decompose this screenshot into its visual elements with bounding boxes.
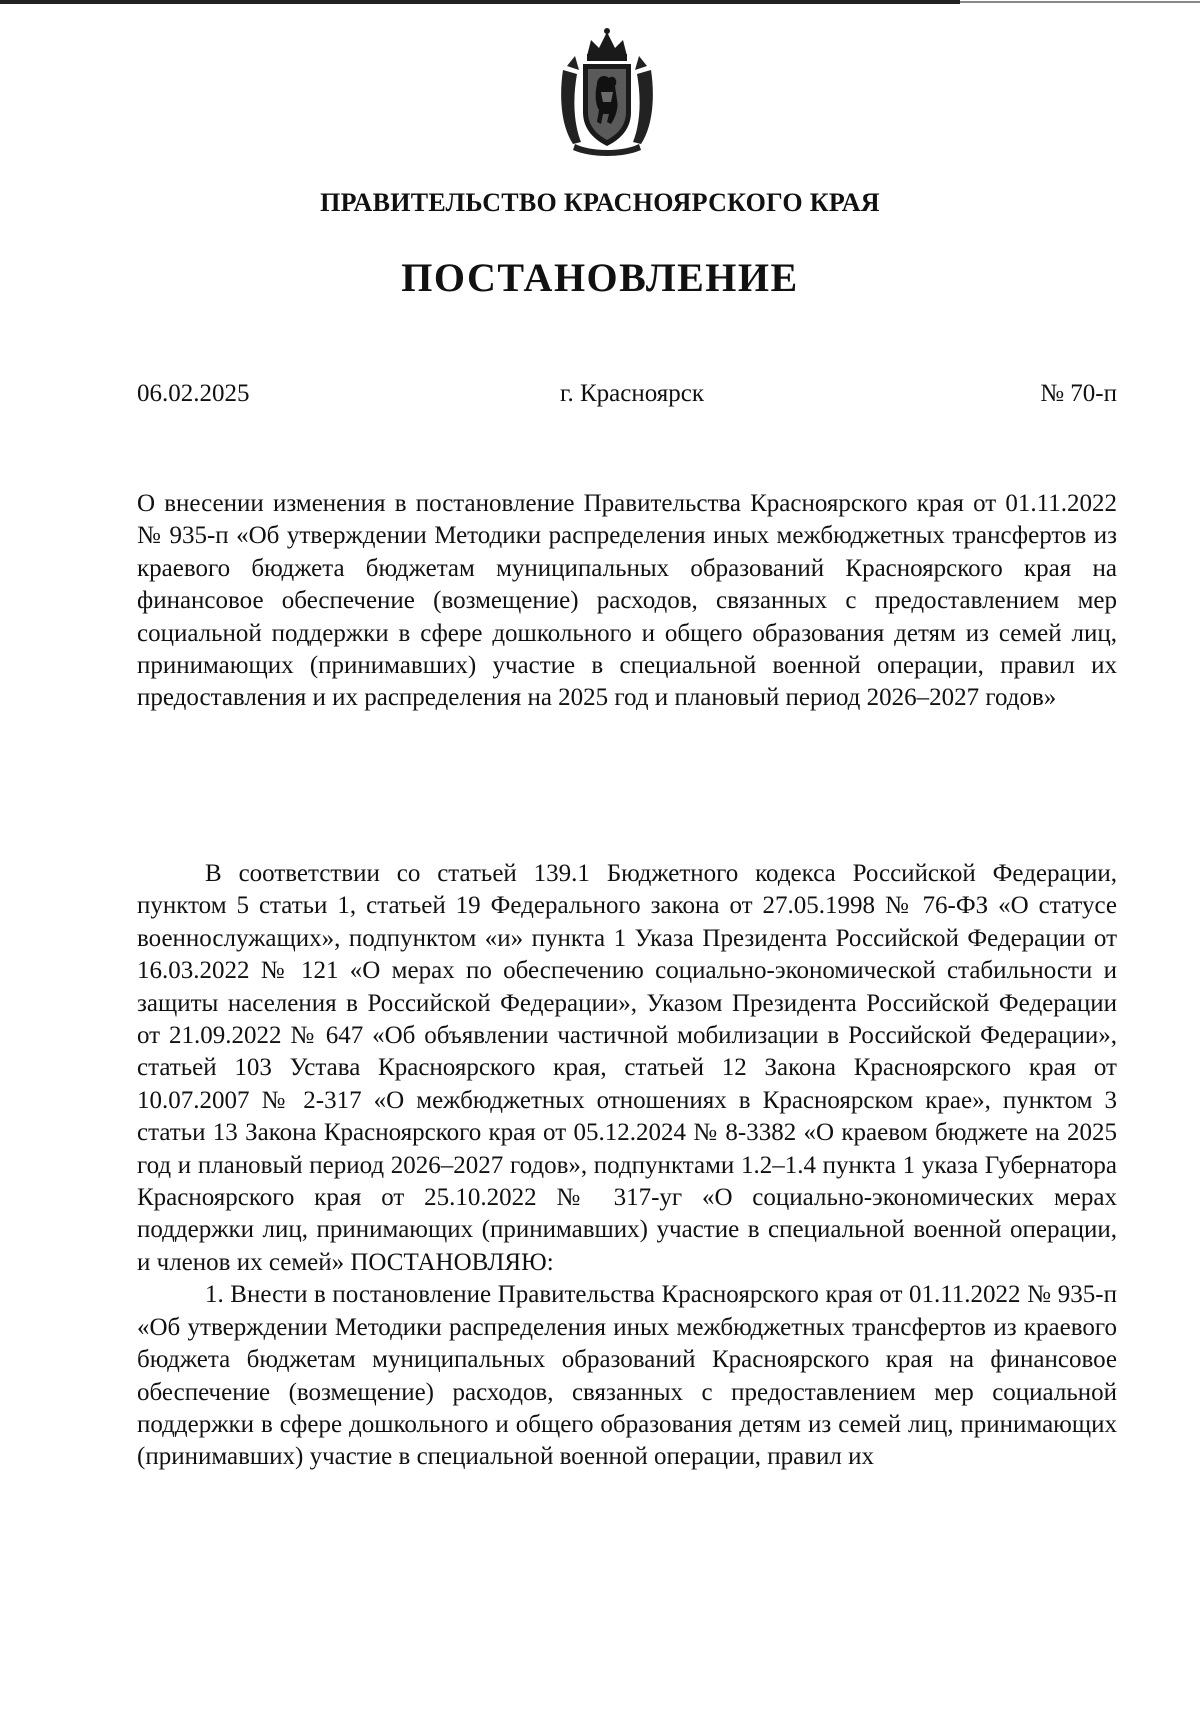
document-number: № 70-п <box>1040 380 1117 407</box>
document-type-title: ПОСТАНОВЛЕНИЕ <box>401 255 799 300</box>
document-subject: О внесении изменения в постановление Правительства Красноярского края от 01.11.2022 № 935-п «Об утверждении Методики распределения иных межбюджетных трансфертов из краевого бюджета бюджетам муниципальных образований Красноярского края на финансовое обеспечение (возмещение) расходов, связанных с предоставлением мер социальной поддержки в сфере дошкольного и общего образования детям из семей лиц, принимающих (принимавших) участие в специальной военной операции, правил их предоставления и их распределения на 2025 год и плановый период 2026–2027 годов» <box>137 490 1117 712</box>
government-name-heading: ПРАВИТЕЛЬСТВО КРАСНОЯРСКОГО КРАЯ <box>320 188 880 217</box>
document-body <box>137 858 1117 1474</box>
body-preamble-paragraph: В соответствии со статьей 139.1 Бюджетного кодекса Российской Федерации, пунктом 5 статьи 1, статьей 19 Федерального закона от 27.05.1998 № 76-ФЗ «О статусе военнослужащих», подпунктом «и» пункта 1 Указа Президента Российской Федерации от 16.03.2022 № 121 «О мерах по обеспечению социально-экономической стабильности и защиты населения в Российской Федерации», Указом Президента Российской Федерации от 21.09.2022 № 647 «Об объявлении частичной мобилизации в Российской Федерации», статьей 103 Устава Красноярского края, статьей 12 Закона Красноярского края от 10.07.2007 № 2-317 «О межбюджетных отношениях в Красноярском крае», пунктом 3 статьи 13 Закона Красноярского края от 05.12.2024 № 8-3382 «О краевом бюджете на 2025 год и плановый период 2026–2027 годов», подпунктами 1.2–1.4 пункта 1 указа Губернатора Красноярского края от 25.10.2022 № 317-уг «О социально-экономических мерах поддержки лиц, принимающих (принимавших) участие в специальной военной операции, и членов их семей» ПОСТАНОВЛЯЮ: <box>137 860 1117 1276</box>
top-scan-edge-faint <box>960 1 1200 3</box>
top-scan-edge <box>0 0 960 4</box>
document-city: г. Красноярск <box>560 380 704 407</box>
document-date: 06.02.2025 <box>137 380 250 407</box>
body-item-1-paragraph: 1. Внести в постановление Правительства Красноярского края от 01.11.2022 № 935-п «Об утверждении Методики распределения иных межбюджетных трансфертов из краевого бюджета бюджетам муниципальных образований Красноярского края на финансовое обеспечение (возмещение) расходов, связанных с предоставлением мер социальной поддержки в сфере дошкольного и общего образования детям из семей лиц, принимающих (принимавших) участие в специальной военной операции, правил их <box>137 1281 1117 1471</box>
krasnoyarsk-coat-of-arms-emblem <box>557 26 657 158</box>
document-meta-row <box>137 380 1117 416</box>
